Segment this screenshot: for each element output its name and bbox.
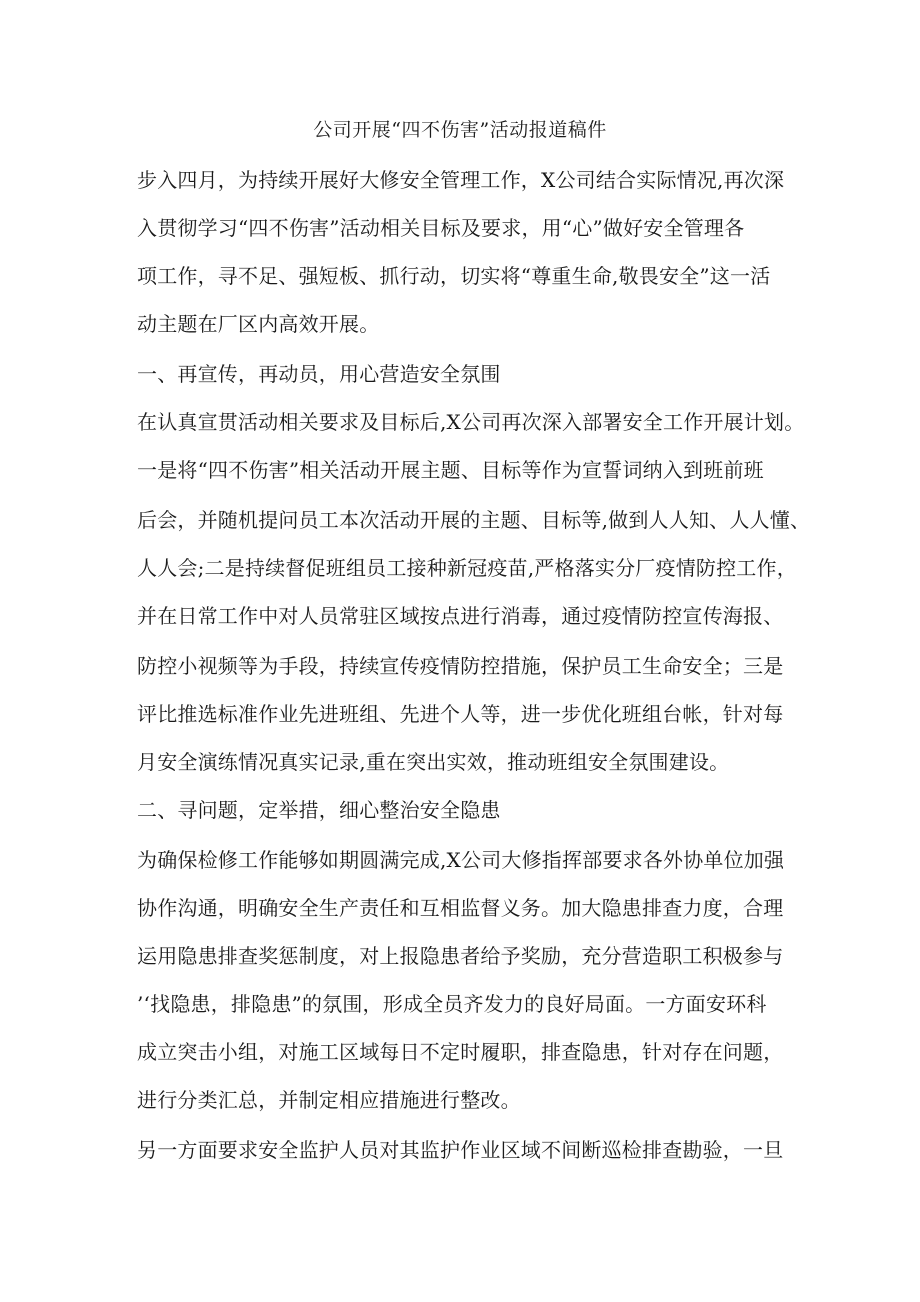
section-heading: 一、再宣传，再动员，用心营造安全氛围 xyxy=(137,362,501,386)
text-line: 另一方面要求安全监护人员对其监护作业区域不间断巡检排查勘验，一旦 xyxy=(137,1138,784,1162)
text-line: 成立突击小组，对施工区域每日不定时履职，排查隐患，针对存在问题， xyxy=(137,1040,784,1064)
text-line: 步入四月，为持续开展好大修安全管理工作，X公司结合实际情况,再次深 xyxy=(137,168,785,192)
text-line: 人人会;二是持续督促班组员工接种新冠疫苗,严格落实分厂疫情防控工作， xyxy=(137,556,797,580)
document-title: 公司开展“四不伤害”活动报道稿件 xyxy=(313,119,607,141)
text-line: 一是将“四不伤害”相关活动开展主题、目标等作为宣誓词纳入到班前班 xyxy=(137,458,764,482)
text-line: 评比推选标准作业先进班组、先进个人等，进一步优化班组台帐，针对每 xyxy=(137,702,784,726)
text-line: 并在日常工作中对人员常驻区域按点进行消毒，通过疫情防控宣传海报、 xyxy=(137,604,784,628)
text-line: ’‘找隐患，排隐患”的氛围，形成全员齐发力的良好局面。一方面安环科 xyxy=(137,992,767,1016)
text-line: 防控小视频等为手段，持续宣传疫情防控措施，保护员工生命安全；三是 xyxy=(137,654,784,678)
text-line: 后会，并随机提问员工本次活动开展的主题、目标等,做到人人知、人人懂、 xyxy=(137,508,811,532)
text-line: 入贯彻学习“四不伤害”活动相关目标及要求，用“心”做好安全管理各 xyxy=(137,216,745,240)
text-line: 为确保检修工作能够如期圆满完成,X公司大修指挥部要求各外协单位加强 xyxy=(137,848,785,872)
text-line: 在认真宣贯活动相关要求及目标后,X公司再次深入部署安全工作开展计划。 xyxy=(137,410,805,434)
text-line: 动主题在厂区内高效开展。 xyxy=(137,312,380,336)
text-line: 项工作，寻不足、强短板、抓行动，切实将“尊重生命,敬畏安全”这一活 xyxy=(137,264,771,288)
text-line: 运用隐患排查奖惩制度，对上报隐患者给予奖励，充分营造职工积极参与 xyxy=(137,944,784,968)
text-line: 协作沟通，明确安全生产责任和互相监督义务。加大隐患排查力度，合理 xyxy=(137,896,784,920)
text-line: 进行分类汇总，并制定相应措施进行整改。 xyxy=(137,1088,521,1112)
text-line: 月安全演练情况真实记录,重在突出实效，推动班组安全氛围建设。 xyxy=(137,750,730,774)
section-heading: 二、寻问题，定举措，细心整治安全隐患 xyxy=(137,798,501,822)
